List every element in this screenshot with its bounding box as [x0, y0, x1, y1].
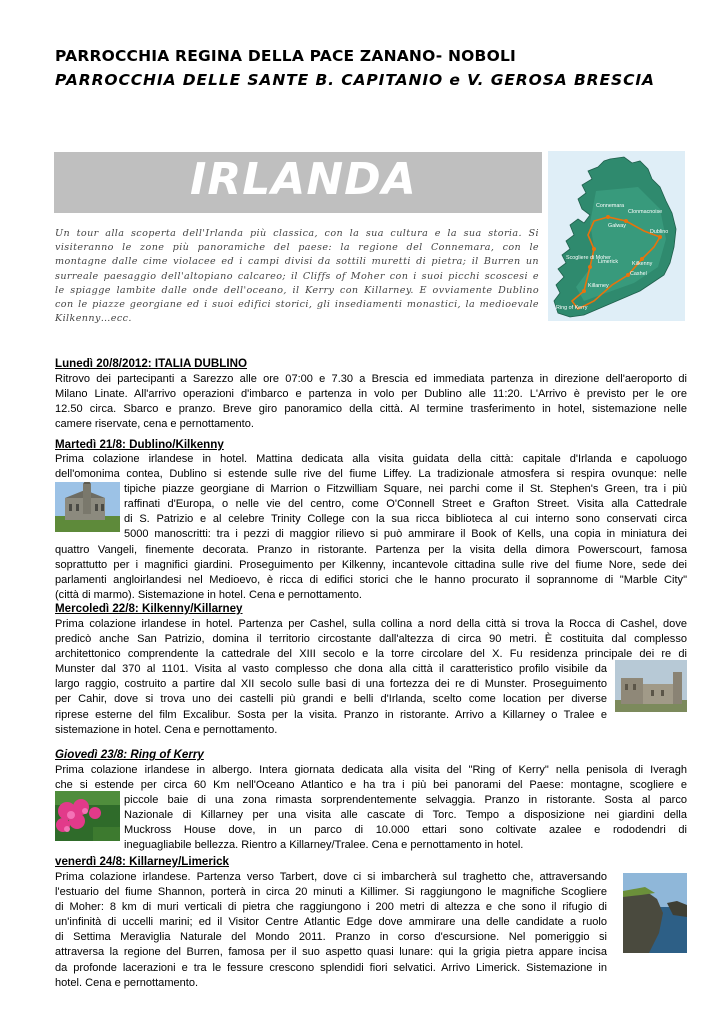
- text-line: (città di marmo). Sistemazione in hotel. Cena e pernottamento.: [55, 588, 363, 601]
- route-stop: [588, 265, 592, 269]
- day-4-text: [55, 763, 687, 854]
- route-stop: [606, 215, 610, 219]
- garden-photo: [55, 791, 120, 841]
- day-5-text: [55, 870, 687, 991]
- text-line: Milano Linate. All'arrivo operazioni d'imbarco e partenza in volo per Dublino alle 11:20. L'Arrivo è previsto per le ore: [55, 388, 687, 401]
- text-line: dell'omonima contea, Dublino si estende sulle rive del fiume Liffey. La tradizionale atmosfera si respira ovunque: nelle: [55, 468, 687, 481]
- map-label: Limerick: [598, 259, 619, 265]
- intro-line: le spiagge lambite dalle onde dell'oceano, il Kerry con Killarney. E ovviamente Dublino: [55, 284, 539, 296]
- text-line: di S. Patrizio e al celebre Trinity College con la sua ricca biblioteca al cui interno sono conservati circa: [124, 513, 687, 526]
- day-3-text: [55, 617, 687, 738]
- title-banner: [54, 152, 542, 213]
- parish-header-2: PARROCCHIA DELLE SANTE B. CAPITANIO e V. GEROSA BRESCIA: [55, 71, 655, 89]
- intro-line: con le piazze georgiane ed i suoi edifici storici, gli insediamenti monastici, la medioevale: [55, 299, 539, 311]
- text-line: Prima colazione irlandese in albergo. Intera giornata dedicata alla visita del "Ring of Kerry" nella penisola di Iveragh: [55, 764, 687, 776]
- text-line: hotel. Cena e pernottamento.: [55, 976, 199, 989]
- map-label: Killarney: [588, 283, 609, 289]
- text-line: che si estende per circa 60 Km nell'Oceano Atlantico e ha tra i più bei panorami del Paese: montagne, scogliere e: [55, 779, 687, 792]
- intro-line: Kilkenny…ecc.: [55, 313, 132, 325]
- text-line: attraversa la regione del Burren, famosa per il suo aspetto quasi lunare: qui la grigia pietra appare incisa: [55, 946, 607, 959]
- intro-line: surreale paesaggio dell'altopiano calcareo; il Cliffs of Moher con i suoi picchi scoscesi e: [55, 270, 539, 282]
- text-line: da profonde lacerazioni e tra le fessure crescono splendidi fiori selvatici. Arrivo Limerick. Sistemazione in: [55, 961, 607, 974]
- route-stop: [582, 289, 586, 293]
- text-line: Prima colazione irlandese in hotel. Mattina dedicata alla visita guidata della città: capitale d'Irlanda e capoluogo: [55, 453, 687, 465]
- text-line: predicò anche San Patrizio, domina il territorio circostante dall'altezza di circa 90 metri. È costituita dal complesso: [55, 633, 687, 646]
- text-line: soprattutto per i magnifici giardini. Proseguimento per Kilkenny, incantevole cittadina sulle rive del fiume Nore, sede dei: [55, 558, 687, 571]
- cashel-rock-photo: [615, 660, 687, 712]
- text-line: parlamenti angloirlandesi nel Medioevo, è ricca di edifici storici che le hanno procurato il soprannome di "Marble City": [55, 573, 687, 586]
- text-line: per Cahir, dove si trova uno dei castelli più grandi e belli d'Irlanda, scelto come location per diverse: [55, 693, 607, 706]
- route-stop: [592, 247, 596, 251]
- text-line: largo raggio, costruito a partire dal XII secolo sulle basi di una fortezza dei re di Munster. Proseguimento: [55, 678, 607, 691]
- text-line: di Moher: 8 km di muri verticali di pietra che raggiungono i 200 metri di altezza e che sono il rifugio di: [55, 901, 607, 914]
- day-3-title: Mercoledì 22/8: Kilkenny/Killarney: [55, 602, 243, 615]
- text-line: 5000 manoscritti: tra i pezzi di maggior rilievo si può ammirare il Book of Kells, una copia in miniatura dei: [124, 528, 687, 541]
- text-line: riprese esterne del film Excalibur. Sosta per la visita. Pranzo in ristorante. Arrivo a Killarney o Tralee e: [55, 708, 607, 721]
- text-line: piccole baie di una zona rimasta sorprendentemente selvaggia. Pranzo in ristorante. Sosta al parco: [124, 794, 687, 807]
- day-2-title: Martedì 21/8: Dublino/Kilkenny: [55, 438, 224, 451]
- day-1-text: [55, 372, 687, 432]
- map-label: Connemara: [596, 203, 625, 209]
- text-line: architettonico comprendente la cattedrale del XIII secolo e la torre circolare del X. Fu residenza principale dei re di: [55, 648, 687, 661]
- map-label: Kilkenny: [632, 261, 653, 267]
- text-line: Ritrovo dei partecipanti a Sarezzo alle ore 07:00 e 7.30 a Brescia ed immediata partenza in direzione dell'aeroporto di: [55, 373, 687, 385]
- day-1-title: Lunedì 20/8/2012: ITALIA DUBLINO: [55, 357, 247, 370]
- ireland-route-map: [548, 151, 685, 321]
- text-line: tipiche piazze georgiane di Marrion o Fitzwilliam Square, nei parchi come il St. Stephen's Green, tra i più: [124, 483, 687, 496]
- text-line: raffinati d'Europa, o nelle vie del centro, come O'Connell Street e Grafton Street. Visita alla Cattedrale: [124, 498, 687, 511]
- day-5-title: venerdì 24/8: Killarney/Limerick: [55, 855, 229, 868]
- map-label: Cashel: [630, 271, 647, 277]
- cathedral-photo: [55, 482, 120, 532]
- text-line: ineguagliabile bellezza. Rientro a Killarney/Tralee. Cena e pernottamento in hotel.: [124, 839, 524, 852]
- intro-line: montagne dalle cime violacee ed i campi divisi da sottili muretti di pietra; il Burren un: [55, 256, 539, 268]
- route-stop: [658, 235, 662, 239]
- map-label: Dublino: [650, 229, 669, 235]
- map-label: Clonmacnoise: [628, 209, 663, 215]
- intro-line: visiteranno le zone più panoramiche del paese: la regione del Connemara, con le: [55, 242, 539, 254]
- map-label: Galway: [608, 223, 626, 229]
- text-line: Prima colazione irlandese. Partenza verso Tarbert, dove ci si imbarcherà sul traghetto che, attraversando: [55, 871, 607, 883]
- cliffs-of-moher-photo: [623, 873, 687, 953]
- text-line: quattro Vangeli, finemente decorata. Pranzo in ristorante. Partenza per la visita della dimora Powerscourt, famosa: [55, 543, 687, 556]
- text-line: camere riservate, cena e pernottamento.: [55, 418, 254, 431]
- text-line: l'estuario del fiume Shannon, porterà in circa 20 minuti a Killimer. Si raggiungono le magnifiche Scogliere: [55, 886, 607, 899]
- map-label: Ring of Kerry: [556, 305, 588, 311]
- intro-line: Un tour alla scoperta dell'Irlanda più classica, con la sua cultura e la sua storia. Si: [55, 228, 539, 239]
- text-line: Prima colazione irlandese in hotel. Partenza per Cashel, sulla collina a nord della città si trova la Rocca di Cashel, dove: [55, 618, 687, 630]
- text-line: Munster dal 370 al 1101. Visita al vasto complesso che dona alla città il caratteristico profilo visibile da: [55, 663, 607, 676]
- intro-paragraph: [55, 227, 539, 326]
- map-label: Scogliere di Moher: [566, 255, 611, 261]
- day-2-text: [55, 452, 687, 603]
- text-line: un'infinità di uccelli marini; ed il Visitor Centre Atlantic Edge dove ammirare una delle candidate a ruolo: [55, 916, 607, 929]
- text-line: di Settima Meraviglia Naturale del Mondo 2011. Pranzo in corso d'escursione. Nel pomeriggio si: [55, 931, 607, 944]
- text-line: Muckross House dove, in un parco di 10.000 ettari sono coltivate azalee e rododendri di: [124, 824, 687, 837]
- parish-header-1: PARROCCHIA REGINA DELLA PACE ZANANO- NOBOLI: [55, 47, 516, 65]
- text-line: 12.50 circa. Sbarco e pranzo. Breve giro panoramico della città. Al termine trasferimento in hotel, sistemazione nelle: [55, 403, 687, 416]
- page-title: IRLANDA: [190, 154, 417, 205]
- text-line: Nazionale di Killarney per una visita alle cascate di Torc. Tempo a disposizione nei giardini della: [124, 809, 687, 822]
- text-line: sistemazione in hotel. Cena e pernottamento.: [55, 723, 278, 736]
- day-4-title: Giovedì 23/8: Ring of Kerry: [55, 748, 204, 761]
